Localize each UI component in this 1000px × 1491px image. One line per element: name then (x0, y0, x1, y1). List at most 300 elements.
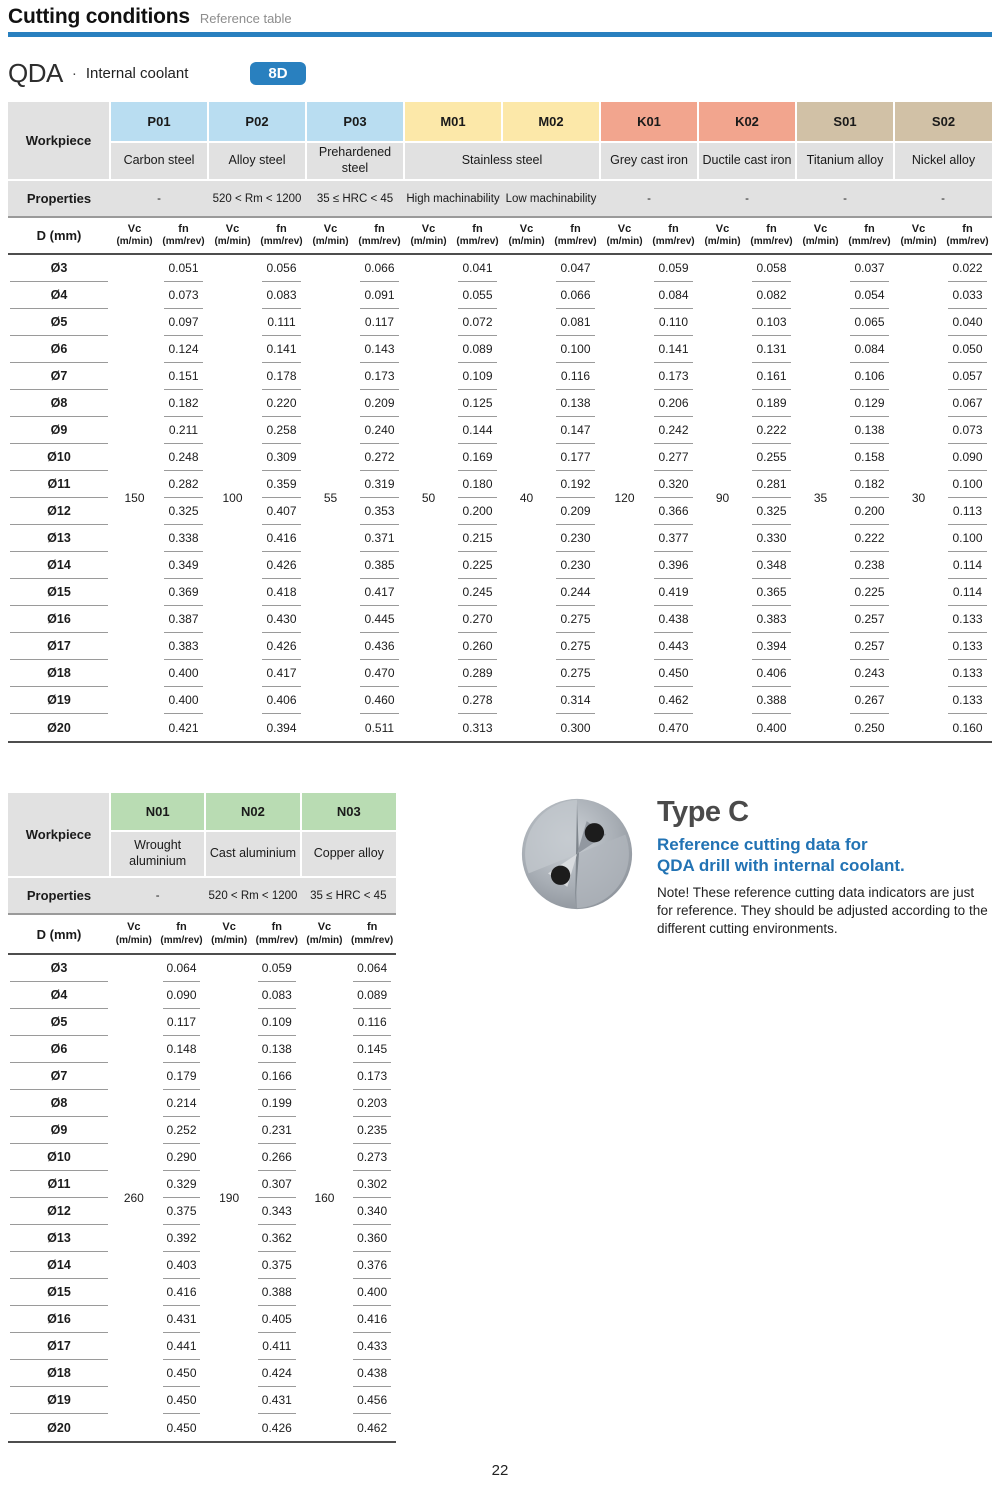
fn-value-cell: 0.244 (551, 579, 600, 606)
diameter-cell: Ø6 (8, 1036, 110, 1063)
fn-value-cell: 0.426 (257, 552, 306, 579)
material-cell: Grey cast iron (600, 142, 698, 180)
data-row (8, 954, 396, 982)
property-cell: 35 ≤ HRC < 45 (301, 877, 396, 914)
fn-value-cell: 0.082 (747, 282, 796, 309)
fn-value-cell: 0.460 (355, 687, 404, 714)
fn-value-cell: 0.056 (257, 254, 306, 282)
vc-value-cell: 35 (813, 491, 828, 505)
fn-value-cell: 0.329 (158, 1171, 206, 1198)
fn-value-cell: 0.143 (355, 336, 404, 363)
fn-value-cell: 0.089 (348, 982, 396, 1009)
vc-value-cell: 260 (123, 1191, 144, 1205)
fn-value-cell: 0.248 (159, 444, 208, 471)
diameter-cell: Ø16 (8, 606, 110, 633)
fn-value-cell: 0.209 (551, 498, 600, 525)
fn-value-cell: 0.255 (747, 444, 796, 471)
fn-value-cell: 0.470 (658, 720, 689, 735)
diameter-cell: Ø15 (8, 1279, 110, 1306)
fn-value-cell: 0.200 (845, 498, 894, 525)
fn-value-cell: 0.097 (159, 309, 208, 336)
column-header-row (8, 914, 396, 954)
fn-value-cell: 0.100 (943, 525, 992, 552)
fn-value-cell: 0.309 (257, 444, 306, 471)
fn-value-cell: 0.438 (348, 1360, 396, 1387)
group-code-cell-M02: M02 (502, 102, 600, 142)
diameter-cell: Ø10 (8, 444, 110, 471)
fn-value-cell: 0.400 (756, 720, 787, 735)
fn-value-cell: 0.462 (649, 687, 698, 714)
material-cell: Wrought aluminium (110, 831, 205, 877)
properties-row (8, 877, 396, 914)
d-mm-header-cell: D (mm) (8, 217, 110, 254)
diameter-cell: Ø18 (8, 1360, 110, 1387)
fn-value-cell: 0.406 (257, 687, 306, 714)
fn-value-cell: 0.054 (845, 282, 894, 309)
workpiece-header-cell: Workpiece (8, 102, 110, 180)
fn-value-cell: 0.443 (649, 633, 698, 660)
material-cell: Nickel alloy (894, 142, 992, 180)
fn-value-cell: 0.114 (943, 579, 992, 606)
fn-value-cell: 0.022 (943, 254, 992, 282)
fn-value-cell: 0.225 (453, 552, 502, 579)
fn-value-cell: 0.047 (551, 254, 600, 282)
vc-value-cell: 55 (323, 491, 338, 505)
fn-value-cell: 0.290 (158, 1144, 206, 1171)
fn-header-cell: fn (mm/rev) (943, 217, 992, 254)
masthead (8, 0, 992, 29)
group-code-cell-P02: P02 (208, 102, 306, 142)
diameter-cell: Ø8 (8, 1090, 110, 1117)
fn-value-cell: 0.272 (355, 444, 404, 471)
diameter-cell: Ø19 (8, 687, 110, 714)
fn-value-cell: 0.387 (159, 606, 208, 633)
material-row (8, 142, 992, 180)
page-title: Cutting conditions (8, 5, 190, 28)
fn-value-cell: 0.231 (253, 1117, 301, 1144)
fn-value-cell: 0.090 (943, 444, 992, 471)
fn-value-cell: 0.375 (253, 1252, 301, 1279)
fn-value-cell: 0.084 (845, 336, 894, 363)
diameter-cell: Ø15 (8, 579, 110, 606)
fn-value-cell: 0.109 (253, 1009, 301, 1036)
fn-value-cell: 0.235 (348, 1117, 396, 1144)
fn-value-cell: 0.124 (159, 336, 208, 363)
fn-value-cell: 0.349 (159, 552, 208, 579)
fn-value-cell: 0.416 (158, 1279, 206, 1306)
section-head (8, 58, 992, 88)
fn-value-cell: 0.125 (453, 390, 502, 417)
fn-value-cell: 0.300 (560, 720, 591, 735)
fn-value-cell: 0.325 (159, 498, 208, 525)
properties-row (8, 180, 992, 217)
fn-value-cell: 0.400 (159, 660, 208, 687)
fn-value-cell: 0.173 (348, 1063, 396, 1090)
material-cell: Stainless steel (404, 142, 600, 180)
vc-header-cell: Vc (m/min) (110, 217, 159, 254)
fn-value-cell: 0.066 (355, 254, 404, 282)
vc-header-cell: Vc (m/min) (894, 217, 943, 254)
fn-value-cell: 0.192 (551, 471, 600, 498)
product-variant: Internal coolant (85, 64, 189, 82)
fn-value-cell: 0.441 (158, 1333, 206, 1360)
group-code-cell-S02: S02 (894, 102, 992, 142)
fn-value-cell: 0.394 (747, 633, 796, 660)
fn-value-cell: 0.417 (257, 660, 306, 687)
page-number: 22 (491, 1462, 509, 1479)
fn-value-cell: 0.383 (159, 633, 208, 660)
fn-value-cell: 0.141 (257, 336, 306, 363)
fn-value-cell: 0.058 (747, 254, 796, 282)
type-c-subtitle-line1: Reference cutting data for (657, 835, 868, 854)
diameter-cell: Ø13 (8, 525, 110, 552)
fn-value-cell: 0.111 (257, 309, 306, 336)
property-cell: Low machinability (502, 180, 600, 217)
fn-value-cell: 0.158 (845, 444, 894, 471)
fn-value-cell: 0.376 (348, 1252, 396, 1279)
vc-header-cell: Vc (m/min) (404, 217, 453, 254)
fn-value-cell: 0.307 (253, 1171, 301, 1198)
page-subtitle: Reference table (199, 11, 292, 26)
fn-value-cell: 0.144 (453, 417, 502, 444)
fn-value-cell: 0.131 (747, 336, 796, 363)
property-cell: - (110, 180, 208, 217)
fn-value-cell: 0.138 (551, 390, 600, 417)
fn-value-cell: 0.084 (649, 282, 698, 309)
fn-header-cell: fn (mm/rev) (747, 217, 796, 254)
vc-header-cell: Vc (m/min) (110, 914, 158, 954)
diameter-cell: Ø3 (8, 254, 110, 282)
diameter-cell: Ø19 (8, 1387, 110, 1414)
fn-value-cell: 0.182 (159, 390, 208, 417)
fn-value-cell: 0.371 (355, 525, 404, 552)
drill-face-image (519, 796, 635, 912)
property-cell: 35 ≤ HRC < 45 (306, 180, 404, 217)
group-code-cell-K02: K02 (698, 102, 796, 142)
fn-value-cell: 0.200 (453, 498, 502, 525)
fn-value-cell: 0.145 (348, 1036, 396, 1063)
fn-value-cell: 0.242 (649, 417, 698, 444)
fn-value-cell: 0.267 (845, 687, 894, 714)
diameter-cell: Ø6 (8, 336, 110, 363)
fn-value-cell: 0.113 (943, 498, 992, 525)
fn-value-cell: 0.110 (649, 309, 698, 336)
fn-value-cell: 0.275 (551, 633, 600, 660)
fn-value-cell: 0.450 (158, 1387, 206, 1414)
fn-value-cell: 0.257 (845, 633, 894, 660)
fn-value-cell: 0.266 (253, 1144, 301, 1171)
fn-value-cell: 0.445 (355, 606, 404, 633)
fn-value-cell: 0.456 (348, 1387, 396, 1414)
fn-value-cell: 0.405 (253, 1306, 301, 1333)
vc-header-cell: Vc (m/min) (600, 217, 649, 254)
fn-value-cell: 0.182 (845, 471, 894, 498)
fn-value-cell: 0.180 (453, 471, 502, 498)
fn-value-cell: 0.343 (253, 1198, 301, 1225)
fn-value-cell: 0.166 (253, 1063, 301, 1090)
fn-value-cell: 0.109 (453, 363, 502, 390)
fn-value-cell: 0.041 (453, 254, 502, 282)
fn-value-cell: 0.173 (355, 363, 404, 390)
fn-value-cell: 0.133 (943, 606, 992, 633)
fn-value-cell: 0.340 (348, 1198, 396, 1225)
fn-value-cell: 0.055 (453, 282, 502, 309)
type-c-note: Note! These reference cutting data indicators are just for reference. They should be adjusted according to the different cutting environments. (657, 884, 988, 936)
fn-value-cell: 0.375 (158, 1198, 206, 1225)
property-cell: - (894, 180, 992, 217)
fn-value-cell: 0.067 (943, 390, 992, 417)
fn-value-cell: 0.206 (649, 390, 698, 417)
group-code-row (8, 102, 992, 142)
fn-value-cell: 0.394 (266, 720, 297, 735)
fn-value-cell: 0.450 (649, 660, 698, 687)
fn-value-cell: 0.214 (158, 1090, 206, 1117)
material-cell: Prehardened steel (306, 142, 404, 180)
vc-value-cell: 40 (519, 491, 534, 505)
fn-value-cell: 0.138 (253, 1036, 301, 1063)
fn-value-cell: 0.129 (845, 390, 894, 417)
fn-value-cell: 0.250 (854, 720, 885, 735)
d-mm-header-cell: D (mm) (8, 914, 110, 954)
fn-value-cell: 0.433 (348, 1333, 396, 1360)
fn-value-cell: 0.173 (649, 363, 698, 390)
fn-header-cell: fn (mm/rev) (253, 914, 301, 954)
fn-value-cell: 0.083 (253, 982, 301, 1009)
fn-value-cell: 0.209 (355, 390, 404, 417)
fn-value-cell: 0.151 (159, 363, 208, 390)
fn-value-cell: 0.073 (159, 282, 208, 309)
fn-value-cell: 0.141 (649, 336, 698, 363)
fn-value-cell: 0.411 (253, 1333, 301, 1360)
fn-value-cell: 0.243 (845, 660, 894, 687)
group-code-cell-N02: N02 (205, 793, 300, 831)
fn-value-cell: 0.116 (348, 1009, 396, 1036)
fn-value-cell: 0.319 (355, 471, 404, 498)
fn-value-cell: 0.396 (649, 552, 698, 579)
group-code-cell-K01: K01 (600, 102, 698, 142)
fn-value-cell: 0.189 (747, 390, 796, 417)
material-cell: Titanium alloy (796, 142, 894, 180)
fn-value-cell: 0.051 (159, 254, 208, 282)
fn-value-cell: 0.419 (649, 579, 698, 606)
fn-value-cell: 0.325 (747, 498, 796, 525)
type-c-title: Type C (657, 796, 749, 828)
diameter-cell: Ø5 (8, 309, 110, 336)
fn-value-cell: 0.148 (158, 1036, 206, 1063)
fn-header-cell: fn (mm/rev) (453, 217, 502, 254)
property-cell: - (600, 180, 698, 217)
fn-value-cell: 0.211 (159, 417, 208, 444)
column-header-row (8, 217, 992, 254)
fn-value-cell: 0.230 (551, 552, 600, 579)
fn-value-cell: 0.431 (158, 1306, 206, 1333)
group-code-row (8, 793, 396, 831)
fn-value-cell: 0.133 (943, 633, 992, 660)
fn-value-cell: 0.273 (348, 1144, 396, 1171)
fn-value-cell: 0.169 (453, 444, 502, 471)
fn-value-cell: 0.421 (168, 720, 199, 735)
fn-value-cell: 0.133 (943, 660, 992, 687)
cutting-table-pmks (8, 102, 992, 743)
fn-value-cell: 0.081 (551, 309, 600, 336)
fn-value-cell: 0.040 (943, 309, 992, 336)
property-cell: High machinability (404, 180, 502, 217)
fn-value-cell: 0.091 (355, 282, 404, 309)
fn-value-cell: 0.100 (943, 471, 992, 498)
fn-value-cell: 0.133 (943, 687, 992, 714)
property-cell: - (698, 180, 796, 217)
diameter-cell: Ø17 (8, 633, 110, 660)
diameter-cell: Ø12 (8, 1198, 110, 1225)
vc-value-cell: 150 (124, 491, 145, 505)
fn-value-cell: 0.383 (747, 606, 796, 633)
fn-value-cell: 0.215 (453, 525, 502, 552)
property-cell: 520 < Rm < 1200 (205, 877, 300, 914)
fn-value-cell: 0.302 (348, 1171, 396, 1198)
vc-value-cell: 30 (911, 491, 926, 505)
property-cell: - (796, 180, 894, 217)
diameter-cell: Ø7 (8, 1063, 110, 1090)
fn-header-cell: fn (mm/rev) (159, 217, 208, 254)
fn-value-cell: 0.203 (348, 1090, 396, 1117)
vc-header-cell: Vc (m/min) (301, 914, 349, 954)
vc-value-cell: 160 (314, 1191, 335, 1205)
fn-value-cell: 0.330 (747, 525, 796, 552)
diameter-cell: Ø17 (8, 1333, 110, 1360)
fn-value-cell: 0.281 (747, 471, 796, 498)
diameter-cell: Ø18 (8, 660, 110, 687)
property-cell: - (110, 877, 205, 914)
fn-value-cell: 0.417 (355, 579, 404, 606)
fn-header-cell: fn (mm/rev) (348, 914, 396, 954)
fn-value-cell: 0.103 (747, 309, 796, 336)
fn-value-cell: 0.338 (159, 525, 208, 552)
fn-value-cell: 0.426 (261, 1420, 292, 1435)
fn-value-cell: 0.289 (453, 660, 502, 687)
fn-value-cell: 0.270 (453, 606, 502, 633)
diameter-cell: Ø7 (8, 363, 110, 390)
vc-header-cell: Vc (m/min) (796, 217, 845, 254)
fn-value-cell: 0.511 (364, 720, 395, 735)
fn-value-cell: 0.385 (355, 552, 404, 579)
fn-value-cell: 0.406 (747, 660, 796, 687)
fn-value-cell: 0.160 (952, 720, 983, 735)
fn-value-cell: 0.424 (253, 1360, 301, 1387)
fn-value-cell: 0.278 (453, 687, 502, 714)
fn-value-cell: 0.418 (257, 579, 306, 606)
fn-value-cell: 0.059 (649, 254, 698, 282)
properties-label-cell: Properties (8, 877, 110, 914)
material-cell: Cast aluminium (205, 831, 300, 877)
fn-value-cell: 0.313 (462, 720, 493, 735)
vc-header-cell: Vc (m/min) (205, 914, 253, 954)
diameter-cell: Ø4 (8, 282, 110, 309)
fn-value-cell: 0.245 (453, 579, 502, 606)
fn-value-cell: 0.377 (649, 525, 698, 552)
fn-value-cell: 0.117 (355, 309, 404, 336)
vc-value-cell: 190 (219, 1191, 240, 1205)
diameter-cell: Ø14 (8, 1252, 110, 1279)
vc-header-cell: Vc (m/min) (306, 217, 355, 254)
fn-value-cell: 0.037 (845, 254, 894, 282)
diameter-cell: Ø11 (8, 1171, 110, 1198)
vc-header-cell: Vc (m/min) (208, 217, 257, 254)
fn-value-cell: 0.065 (845, 309, 894, 336)
fn-value-cell: 0.059 (253, 954, 301, 982)
fn-value-cell: 0.050 (943, 336, 992, 363)
group-code-cell-P01: P01 (110, 102, 208, 142)
fn-value-cell: 0.275 (551, 606, 600, 633)
size-badge: 8D (250, 62, 305, 85)
group-code-cell-S01: S01 (796, 102, 894, 142)
fn-value-cell: 0.470 (355, 660, 404, 687)
property-cell: 520 < Rm < 1200 (208, 180, 306, 217)
diameter-cell: Ø12 (8, 498, 110, 525)
fn-value-cell: 0.252 (158, 1117, 206, 1144)
fn-value-cell: 0.064 (348, 954, 396, 982)
diameter-cell: Ø9 (8, 1117, 110, 1144)
type-c-text (657, 796, 992, 938)
fn-header-cell: fn (mm/rev) (649, 217, 698, 254)
fn-value-cell: 0.238 (845, 552, 894, 579)
fn-value-cell: 0.436 (355, 633, 404, 660)
fn-value-cell: 0.388 (747, 687, 796, 714)
fn-value-cell: 0.407 (257, 498, 306, 525)
diameter-cell: Ø10 (8, 1144, 110, 1171)
fn-value-cell: 0.275 (551, 660, 600, 687)
properties-label-cell: Properties (8, 180, 110, 217)
fn-value-cell: 0.320 (649, 471, 698, 498)
data-row (8, 254, 992, 282)
fn-value-cell: 0.220 (257, 390, 306, 417)
fn-value-cell: 0.403 (158, 1252, 206, 1279)
fn-value-cell: 0.072 (453, 309, 502, 336)
type-c-subtitle-line2: QDA drill with internal coolant. (657, 856, 905, 876)
material-cell: Ductile cast iron (698, 142, 796, 180)
fn-value-cell: 0.431 (253, 1387, 301, 1414)
bottom-section (8, 793, 992, 1443)
fn-header-cell: fn (mm/rev) (355, 217, 404, 254)
fn-value-cell: 0.106 (845, 363, 894, 390)
fn-value-cell: 0.400 (348, 1279, 396, 1306)
fn-value-cell: 0.438 (649, 606, 698, 633)
diameter-cell: Ø16 (8, 1306, 110, 1333)
coolant-hole-top (585, 823, 604, 842)
fn-value-cell: 0.116 (551, 363, 600, 390)
fn-value-cell: 0.100 (551, 336, 600, 363)
fn-value-cell: 0.388 (253, 1279, 301, 1306)
fn-value-cell: 0.114 (943, 552, 992, 579)
fn-value-cell: 0.450 (158, 1360, 206, 1387)
fn-value-cell: 0.066 (551, 282, 600, 309)
coolant-hole-bottom (551, 866, 570, 885)
diameter-cell: Ø11 (8, 471, 110, 498)
fn-value-cell: 0.360 (348, 1225, 396, 1252)
diameter-cell: Ø8 (8, 390, 110, 417)
fn-value-cell: 0.057 (943, 363, 992, 390)
fn-value-cell: 0.222 (747, 417, 796, 444)
vc-value-cell: 50 (421, 491, 436, 505)
fn-value-cell: 0.257 (845, 606, 894, 633)
fn-value-cell: 0.179 (158, 1063, 206, 1090)
workpiece-header-cell: Workpiece (8, 793, 110, 877)
diameter-cell: Ø5 (8, 1009, 110, 1036)
diameter-cell: Ø3 (8, 954, 110, 982)
fn-header-cell: fn (mm/rev) (257, 217, 306, 254)
fn-value-cell: 0.138 (845, 417, 894, 444)
fn-value-cell: 0.362 (253, 1225, 301, 1252)
vc-header-cell: Vc (m/min) (502, 217, 551, 254)
